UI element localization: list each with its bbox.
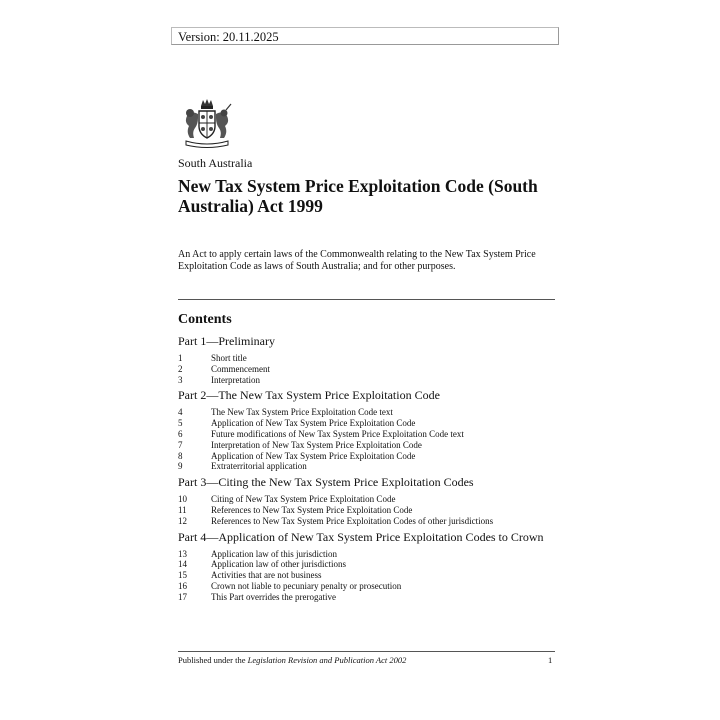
toc-item-title: Activities that are not business	[211, 570, 322, 581]
toc-item-title: Short title	[211, 353, 247, 363]
toc-item-title: References to New Tax System Price Exploitation Code	[211, 504, 413, 515]
toc-item-title: Interpretation of New Tax System Price Exploitation Code	[211, 439, 422, 450]
toc-item[interactable]	[178, 581, 558, 592]
toc-item-title: Interpretation	[211, 374, 260, 385]
toc-list	[178, 353, 558, 385]
table-of-contents	[178, 331, 558, 606]
jurisdiction-label: South Australia	[178, 156, 253, 170]
toc-item-number: 16	[178, 580, 187, 591]
toc-item-number: 7	[178, 439, 183, 450]
toc-item-number: 5	[178, 418, 183, 429]
toc-item-title: Application law of this jurisdiction	[211, 548, 337, 559]
royal-coat-of-arms-icon	[180, 96, 234, 148]
toc-item-title: Application law of other jurisdictions	[211, 559, 346, 570]
toc-item-number: 15	[178, 570, 187, 581]
toc-item-title: Commencement	[211, 363, 270, 374]
toc-item[interactable]	[178, 440, 558, 451]
toc-item[interactable]	[178, 429, 558, 440]
toc-item-title: Extraterritorial application	[211, 461, 307, 472]
act-title: New Tax System Price Exploitation Code (South Australia) Act 1999	[178, 176, 538, 216]
toc-part-heading[interactable]: Part 3—Citing the New Tax System Price Exploitation Codes	[178, 475, 474, 490]
toc-item-number: 11	[178, 504, 187, 515]
toc-item-number: 13	[178, 548, 187, 559]
toc-item-number: 2	[178, 363, 183, 374]
version-label: Version: 20.11.2025	[171, 27, 559, 45]
toc-item-number: 14	[178, 559, 187, 570]
toc-list	[178, 407, 558, 472]
toc-part-heading[interactable]: Part 4—Application of New Tax System Price Exploitation Codes to Crown	[178, 529, 544, 544]
toc-list	[178, 494, 558, 526]
toc-list	[178, 549, 558, 603]
toc-item[interactable]	[178, 375, 558, 386]
toc-item-number: 1	[178, 353, 183, 363]
footer-publication-note	[178, 655, 406, 665]
toc-item-title: This Part overrides the prerogative	[211, 591, 336, 602]
toc-item-number: 6	[178, 428, 183, 439]
toc-item[interactable]	[178, 494, 558, 505]
toc-part-heading[interactable]: Part 2—The New Tax System Price Exploitation Code	[178, 388, 440, 403]
footer-divider	[178, 651, 555, 652]
toc-item-number: 12	[178, 515, 187, 526]
toc-item[interactable]	[178, 353, 558, 364]
toc-item-number: 4	[178, 407, 183, 418]
toc-item-title: References to New Tax System Price Exploitation Codes of other jurisdictions	[211, 515, 494, 526]
toc-item[interactable]	[178, 592, 558, 603]
toc-part-heading[interactable]: Part 1—Preliminary	[178, 334, 275, 348]
toc-item-number: 9	[178, 461, 183, 472]
toc-item[interactable]	[178, 364, 558, 375]
toc-item[interactable]	[178, 516, 558, 527]
toc-item-number: 10	[178, 494, 187, 505]
toc-item-number: 8	[178, 450, 183, 461]
toc-item-number: 17	[178, 591, 187, 602]
toc-item-title: Application of New Tax System Price Exploitation Code	[211, 418, 416, 429]
toc-item[interactable]	[178, 407, 558, 418]
toc-item[interactable]	[178, 461, 558, 472]
toc-item[interactable]	[178, 549, 558, 560]
toc-item-title: Crown not liable to pecuniary penalty or prosecution	[211, 580, 402, 591]
toc-item[interactable]	[178, 418, 558, 429]
toc-item-number: 3	[178, 374, 183, 385]
toc-item[interactable]	[178, 559, 558, 570]
toc-item[interactable]	[178, 570, 558, 581]
toc-item-title: Application of New Tax System Price Exploitation Code	[211, 450, 416, 461]
footer-prefix: Published under the	[178, 655, 248, 665]
toc-item-title: Citing of New Tax System Price Exploitation Code	[211, 494, 396, 505]
toc-item[interactable]	[178, 505, 558, 516]
page-number: 1	[548, 655, 553, 665]
divider	[178, 299, 555, 300]
contents-heading: Contents	[178, 312, 232, 327]
footer-act-name: Legislation Revision and Publication Act 2002	[247, 655, 407, 665]
long-title: An Act to apply certain laws of the Commonwealth relating to the New Tax System Price Exploitation Code as laws of South Australia; and for other purposes.	[178, 249, 536, 272]
toc-item-title: Future modifications of New Tax System Price Exploitation Code text	[211, 428, 464, 439]
toc-item[interactable]	[178, 451, 558, 462]
toc-item-title: The New Tax System Price Exploitation Code text	[211, 407, 393, 418]
